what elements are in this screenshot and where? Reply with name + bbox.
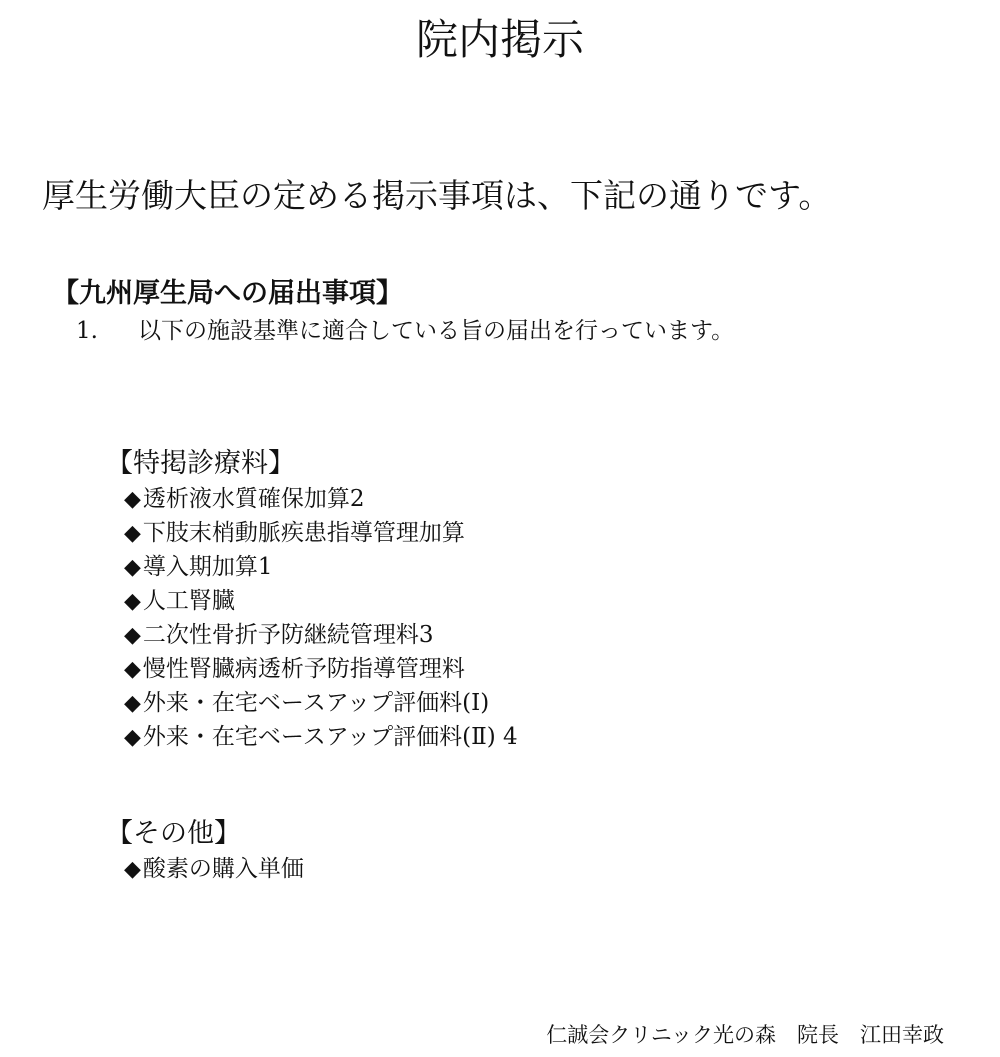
section-heading: 【九州厚生局への届出事項】 <box>52 278 403 309</box>
list-item: ◆下肢末梢動脈疾患指導管理加算 <box>124 520 465 546</box>
list-item: ◆導入期加算1 <box>124 554 273 580</box>
diamond-icon: ◆ <box>124 691 141 716</box>
list-item: ◆二次性骨折予防継続管理料3 <box>124 622 434 648</box>
item-list <box>124 852 304 886</box>
list-item: ◆外来・在宅ベースアップ評価料(Ⅱ) 4 <box>124 724 518 750</box>
page-title: 院内掲示 <box>415 15 584 64</box>
diamond-icon: ◆ <box>124 857 141 882</box>
group-tokkei <box>106 446 518 754</box>
group-other <box>106 816 304 886</box>
group-heading: 【特掲診療料】 <box>106 448 295 479</box>
numbered-item <box>76 314 734 348</box>
list-item: ◆透析液水質確保加算2 <box>124 486 365 512</box>
diamond-icon: ◆ <box>124 521 141 546</box>
intro-text: 厚生労働大臣の定める掲示事項は、下記の通りです。 <box>42 176 832 215</box>
diamond-icon: ◆ <box>124 589 141 614</box>
group-heading: 【その他】 <box>106 818 241 849</box>
list-item: ◆酸素の購入単価 <box>124 856 304 882</box>
diamond-icon: ◆ <box>124 487 141 512</box>
diamond-icon: ◆ <box>124 725 141 750</box>
diamond-icon: ◆ <box>124 623 141 648</box>
list-item: ◆人工腎臓 <box>124 588 235 614</box>
item-number: 1. <box>76 318 98 344</box>
list-item: ◆慢性腎臓病透析予防指導管理料 <box>124 656 465 682</box>
list-item: ◆外来・在宅ベースアップ評価料(Ⅰ) <box>124 690 490 716</box>
diamond-icon: ◆ <box>124 657 141 682</box>
item-text: 以下の施設基準に適合している旨の届出を行っています。 <box>138 318 735 344</box>
item-list <box>124 482 518 754</box>
diamond-icon: ◆ <box>124 555 141 580</box>
footer-signature: 仁誠会クリニック光の森 院長 江田幸政 <box>546 1023 944 1047</box>
